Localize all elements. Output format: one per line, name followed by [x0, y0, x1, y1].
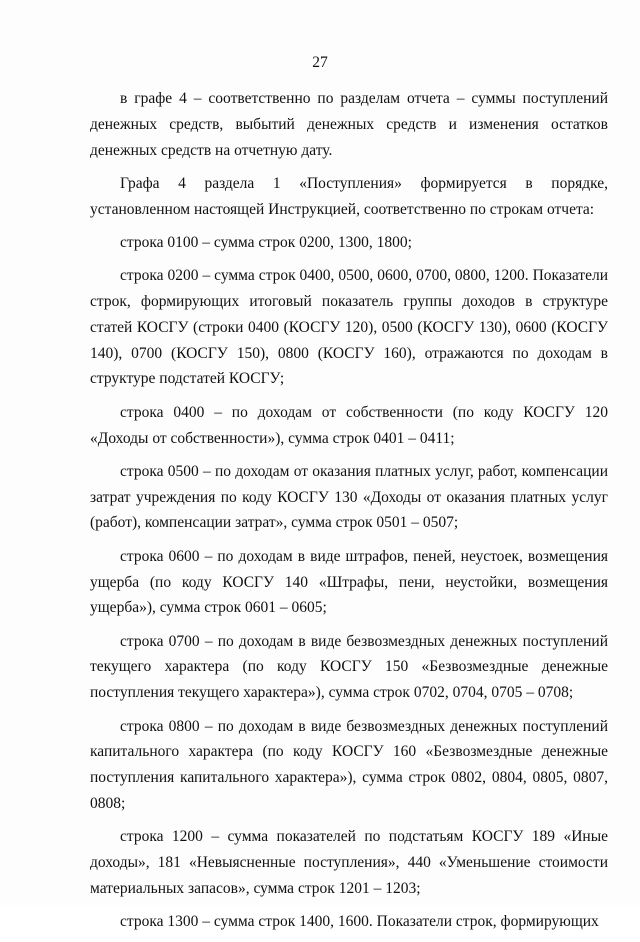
paragraph: строка 0400 – по доходам от собственности (по коду КОСГУ 120 «Доходы от собственности»), сумма строк 0401 – 0411;: [90, 403, 608, 447]
paragraph: строка 0200 – сумма строк 0400, 0500, 0600, 0700, 0800, 1200. Показатели строк, формирующих итоговый показатель группы доходов в структуре статей КОСГУ (строки 0400 (КОСГУ 120), 0500 (КОСГУ 130), 0600 (КОСГУ 140), 0700 (КОСГУ 150), 0800 (КОСГУ 160), отражаются по доходам в структуре подстатей КОСГУ;: [90, 267, 608, 388]
paragraph: строка 0100 – сумма строк 0200, 1300, 1800;: [120, 233, 412, 251]
document-body: [90, 86, 608, 942]
paragraph: строка 1200 – сумма показателей по подстатьям КОСГУ 189 «Иные доходы», 181 «Невыясненные поступления», 440 «Уменьшение стоимости материальных запасов», сумма строк 1201 – 1203;: [90, 828, 608, 897]
paragraph: строка 0800 – по доходам в виде безвозмездных денежных поступлений капитального характера (по коду КОСГУ 160 «Безвозмездные денежные поступления капитального характера»), сумма строк 0802, 0804, 0805, 0807, 0808;: [90, 717, 608, 812]
paragraph: в графе 4 – соответственно по разделам отчета – суммы поступлений денежных средств, выбытий денежных средств и изменения остатков денежных средств на отчетную дату.: [90, 90, 608, 159]
paragraph: строка 0700 – по доходам в виде безвозмездных денежных поступлений текущего характера (по коду КОСГУ 150 «Безвозмездные денежные поступления текущего характера»), сумма строк 0702, 0704, 0705 – 0708;: [90, 632, 608, 702]
paragraph: строка 1300 – сумма строк 1400, 1600. Показатели строк, формирующих: [120, 913, 599, 931]
paragraph: строка 0600 – по доходам в виде штрафов, пеней, неустоек, возмещения ущерба (по коду КОСГУ 140 «Штрафы, пени, неустойки, возмещения ущерба»), сумма строк 0601 – 0605;: [90, 547, 608, 617]
paragraph: Графа 4 раздела 1 «Поступления» формируется в порядке, установленном настоящей Инструкцией, соответственно по строкам отчета:: [90, 174, 608, 218]
paragraph: строка 0500 – по доходам от оказания платных услуг, работ, компенсации затрат учреждения по коду КОСГУ 130 «Доходы от оказания платных услуг (работ), компенсации затрат», сумма строк 0501 – 0507;: [90, 462, 608, 532]
page-number: 27: [312, 54, 328, 71]
